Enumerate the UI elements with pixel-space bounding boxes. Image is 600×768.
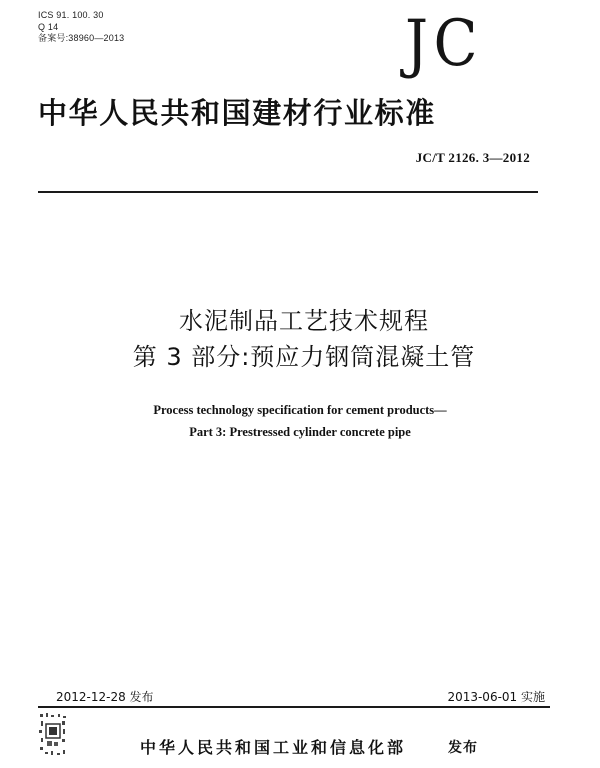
title-chinese-line-1: 水泥制品工艺技术规程 [179, 307, 429, 335]
title-chinese-line-2: 第 3 部分:预应力钢筒混凝土管 [132, 343, 476, 371]
title-english-line-2: Part 3: Prestressed cylinder concrete pipe [189, 425, 411, 439]
standard-category-title: 中华人民共和国建材行业标准 [38, 96, 436, 130]
implementation-date: 2013-06-01 实施 [447, 690, 545, 704]
ics-code: ICS 91. 100. 30 [38, 10, 104, 20]
ccs-code: Q 14 [38, 22, 59, 32]
bottom-divider [38, 706, 550, 708]
stamp-icon [38, 712, 68, 758]
title-english-line-1: Process technology specification for cement products— [153, 403, 447, 417]
standard-number: JC/T 2126. 3—2012 [415, 150, 530, 165]
publisher-name: 中华人民共和国工业和信息化部 [140, 738, 407, 757]
top-divider [38, 191, 538, 193]
jc-logo: JC [405, 7, 483, 81]
publish-label: 发布 [448, 740, 478, 756]
issue-date: 2012-12-28 发布 [56, 690, 154, 704]
record-number: 备案号:38960—2013 [38, 33, 125, 43]
